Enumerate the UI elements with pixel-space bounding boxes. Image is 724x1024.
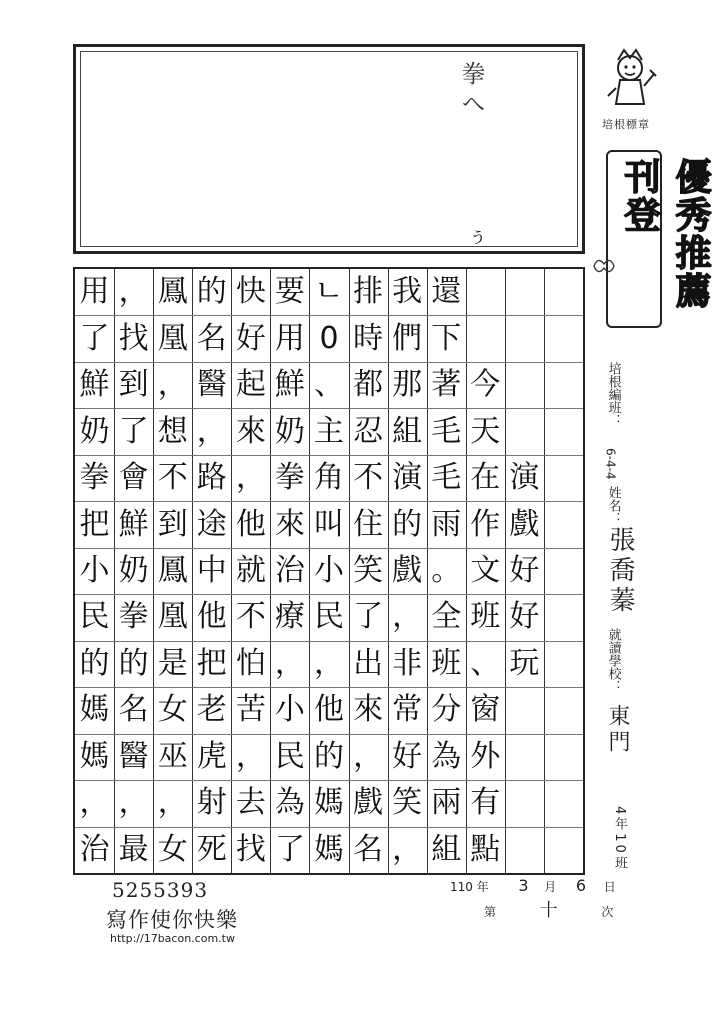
bacon-mascot-logo-icon — [600, 46, 660, 110]
comment-scribble-mark: ぅ — [468, 223, 488, 247]
essay-character: 天 — [470, 413, 501, 449]
essay-character: 鳳 — [157, 274, 188, 310]
count-prefix: 第 — [484, 905, 497, 919]
essay-character: 忍 — [353, 413, 384, 449]
school-label: 就讀學校： — [605, 628, 621, 693]
essay-character: 了 — [274, 831, 305, 867]
essay-character: ， — [235, 738, 266, 774]
essay-character: 的 — [392, 506, 423, 542]
essay-character: ， — [196, 413, 227, 449]
essay-character: 怕 — [235, 645, 266, 681]
essay-character: 鳳 — [157, 553, 188, 588]
essay-character: 演 — [392, 460, 423, 496]
essay-character: 他 — [235, 506, 266, 542]
essay-character: 去 — [235, 785, 266, 821]
essay-character: 用 — [274, 320, 305, 356]
essay-character: 還 — [431, 274, 462, 310]
essay-character: 窗 — [470, 692, 501, 728]
essay-character: 都 — [353, 367, 384, 403]
essay-character: 下 — [431, 320, 462, 356]
essay-character: 好 — [509, 553, 540, 588]
essay-character: 組 — [392, 413, 423, 449]
essay-character: 射 — [196, 785, 227, 821]
essay-character: 民 — [314, 599, 344, 635]
footer-slogan: 寫作使你快樂 — [106, 908, 238, 932]
essay-character: 名 — [118, 692, 149, 728]
essay-character: 們 — [392, 320, 423, 356]
essay-character: 出 — [353, 645, 384, 681]
essay-character: 主 — [314, 413, 344, 449]
date-day: 6 — [575, 876, 587, 895]
essay-character: 拳 — [118, 599, 149, 635]
essay-character: 到 — [157, 506, 188, 542]
essay-character: ， — [118, 785, 149, 821]
essay-character: 為 — [274, 785, 305, 821]
essay-character: 要 — [274, 274, 305, 310]
essay-character: 路 — [196, 460, 227, 496]
essay-character: 非 — [392, 645, 423, 681]
essay-character: 奶 — [118, 553, 149, 588]
date-year: 110 — [450, 880, 473, 894]
essay-character: 、 — [314, 367, 344, 403]
essay-character: 小 — [274, 692, 305, 728]
essay-character: 會 — [118, 460, 149, 496]
essay-character: 女 — [157, 692, 188, 728]
essay-character: 分 — [431, 692, 462, 728]
essay-character: 我 — [392, 274, 423, 310]
essay-character: 住 — [353, 506, 384, 542]
essay-character: 毛 — [431, 460, 462, 496]
essay-character: 媽 — [79, 692, 110, 728]
essay-character: 奶 — [274, 413, 305, 449]
essay-character: 今 — [470, 367, 501, 403]
essay-character: 找 — [235, 831, 266, 867]
essay-character: 班 — [470, 599, 501, 635]
essay-character: 好 — [235, 320, 266, 356]
essay-character: 了 — [118, 413, 149, 449]
class-label: 培根編班： — [605, 362, 621, 427]
essay-character: 他 — [314, 692, 344, 728]
essay-character: 全 — [431, 599, 462, 635]
essay-character: 作 — [470, 506, 501, 542]
essay-character: 凰 — [157, 320, 188, 356]
essay-character: 把 — [196, 645, 227, 681]
student-name: 張喬蓁 — [605, 526, 635, 616]
essay-character: ， — [118, 274, 149, 310]
essay-character: ， — [157, 785, 188, 821]
essay-character: 途 — [196, 506, 227, 542]
footer-url[interactable]: http://17bacon.com.tw — [110, 932, 235, 945]
essay-character: 著 — [431, 367, 462, 403]
essay-character: 不 — [235, 599, 266, 635]
essay-character: 班 — [431, 645, 462, 681]
essay-character: 拳 — [79, 460, 110, 496]
class-value: 6-4-4 — [603, 448, 618, 480]
essay-character: 民 — [79, 599, 110, 635]
count-value: 十 — [539, 900, 558, 921]
essay-character: 、 — [470, 645, 501, 681]
essay-character: 中 — [196, 553, 227, 588]
teacher-comment-box — [73, 44, 585, 254]
essay-character: 媽 — [314, 831, 344, 867]
grade-class: 4年10班 — [612, 806, 627, 872]
essay-character: 排 — [353, 274, 384, 310]
essay-character: 常 — [392, 692, 423, 728]
essay-character: 到 — [118, 367, 149, 403]
logo-caption: 培根標章 — [602, 118, 650, 131]
essay-character: 死 — [196, 831, 227, 867]
essay-character: 的 — [314, 738, 344, 774]
essay-character: ， — [157, 367, 188, 403]
essay-character: 。 — [431, 553, 462, 588]
essay-character: 巫 — [157, 738, 188, 774]
essay-character: 戲 — [509, 506, 540, 542]
essay-character: 叫 — [314, 506, 344, 542]
essay-character: 玩 — [509, 645, 540, 681]
essay-character: ， — [392, 831, 423, 867]
essay-character: 0 — [319, 320, 339, 356]
essay-character: 毛 — [431, 413, 462, 449]
essay-character: 虎 — [196, 738, 227, 774]
essay-character: 治 — [274, 553, 305, 588]
essay-character: 來 — [235, 413, 266, 449]
essay-manuscript-grid — [73, 267, 585, 875]
essay-character: 他 — [196, 599, 227, 635]
count-suffix: 次 — [601, 905, 614, 919]
essay-character: 笑 — [392, 785, 423, 821]
essay-character: 名 — [353, 831, 384, 867]
essay-character: ， — [274, 645, 305, 681]
essay-character: 來 — [353, 692, 384, 728]
essay-character: 小 — [79, 553, 110, 588]
essay-character: 組 — [431, 831, 462, 867]
essay-character: 把 — [79, 506, 110, 542]
essay-character: 是 — [157, 645, 188, 681]
essay-character: 鮮 — [79, 367, 110, 403]
essay-character: 奶 — [79, 413, 110, 449]
date-month: 3 — [518, 876, 529, 895]
essay-character: 鮮 — [118, 506, 149, 542]
essay-character: 苦 — [235, 692, 266, 728]
essay-character: 點 — [470, 831, 501, 867]
essay-character: 媽 — [79, 738, 110, 774]
essay-character: 角 — [314, 460, 344, 496]
essay-character: 了 — [353, 599, 384, 635]
teacher-comment-text: 拳へ — [457, 61, 485, 121]
stamp-text: 優秀推薦刊登 — [619, 158, 711, 310]
essay-count — [484, 896, 613, 922]
essay-character: 的 — [118, 645, 149, 681]
date-month-unit: 月 — [544, 880, 557, 894]
essay-character: 名 — [196, 320, 227, 356]
essay-character: 鮮 — [274, 367, 305, 403]
essay-character: 演 — [509, 460, 540, 496]
essay-character: 為 — [431, 738, 462, 774]
essay-character: 用 — [79, 274, 110, 310]
essay-character: 在 — [470, 460, 501, 496]
essay-character: ， — [235, 460, 266, 496]
essay-character: 民 — [274, 738, 305, 774]
comment-inner-frame — [80, 51, 578, 247]
date-day-unit: 日 — [603, 880, 616, 894]
school-name: 東門 — [605, 704, 630, 756]
essay-character: 起 — [235, 367, 266, 403]
date-year-unit: 年 — [476, 880, 489, 894]
essay-character: 老 — [196, 692, 227, 728]
essay-character: 拳 — [274, 460, 305, 496]
essay-character: 不 — [157, 460, 188, 496]
excellent-recommendation-stamp — [606, 150, 711, 328]
essay-character: 凰 — [157, 599, 188, 635]
essay-character: 醫 — [196, 367, 227, 403]
essay-character: ， — [79, 785, 110, 821]
essay-character: 快 — [235, 274, 266, 310]
essay-character: 的 — [196, 274, 227, 310]
essay-character: 文 — [470, 553, 501, 588]
essay-character: 那 — [392, 367, 423, 403]
essay-character: 最 — [118, 831, 149, 867]
essay-character: 治 — [79, 831, 110, 867]
essay-character: ， — [392, 599, 423, 635]
essay-character: 來 — [274, 506, 305, 542]
essay-character: ， — [353, 738, 384, 774]
essay-character: 的 — [79, 645, 110, 681]
essay-character: 找 — [118, 320, 149, 356]
essay-character: ， — [314, 645, 344, 681]
essay-character: 時 — [353, 320, 384, 356]
essay-character: 就 — [235, 553, 266, 588]
essay-character: 媽 — [314, 785, 344, 821]
essay-character: 了 — [79, 320, 110, 356]
essay-character: 療 — [274, 599, 305, 635]
essay-character: 戲 — [392, 553, 423, 588]
essay-character: 有 — [470, 785, 501, 821]
essay-character: 好 — [392, 738, 423, 774]
essay-character: 笑 — [353, 553, 384, 588]
name-label: 姓名： — [605, 486, 621, 525]
essay-character: 醫 — [118, 738, 149, 774]
essay-character: ㄴ — [314, 274, 344, 310]
essay-character: 兩 — [431, 785, 462, 821]
essay-character: 小 — [314, 553, 344, 588]
footer-number: 5255393 — [112, 878, 209, 902]
essay-character: 雨 — [431, 506, 462, 542]
essay-date — [450, 876, 616, 895]
doodle-mark-icon — [590, 252, 618, 280]
essay-character: 女 — [157, 831, 188, 867]
essay-character: 不 — [353, 460, 384, 496]
essay-character: 好 — [509, 599, 540, 635]
essay-character: 外 — [470, 738, 501, 774]
essay-character: 想 — [157, 413, 188, 449]
essay-character: 戲 — [353, 785, 384, 821]
